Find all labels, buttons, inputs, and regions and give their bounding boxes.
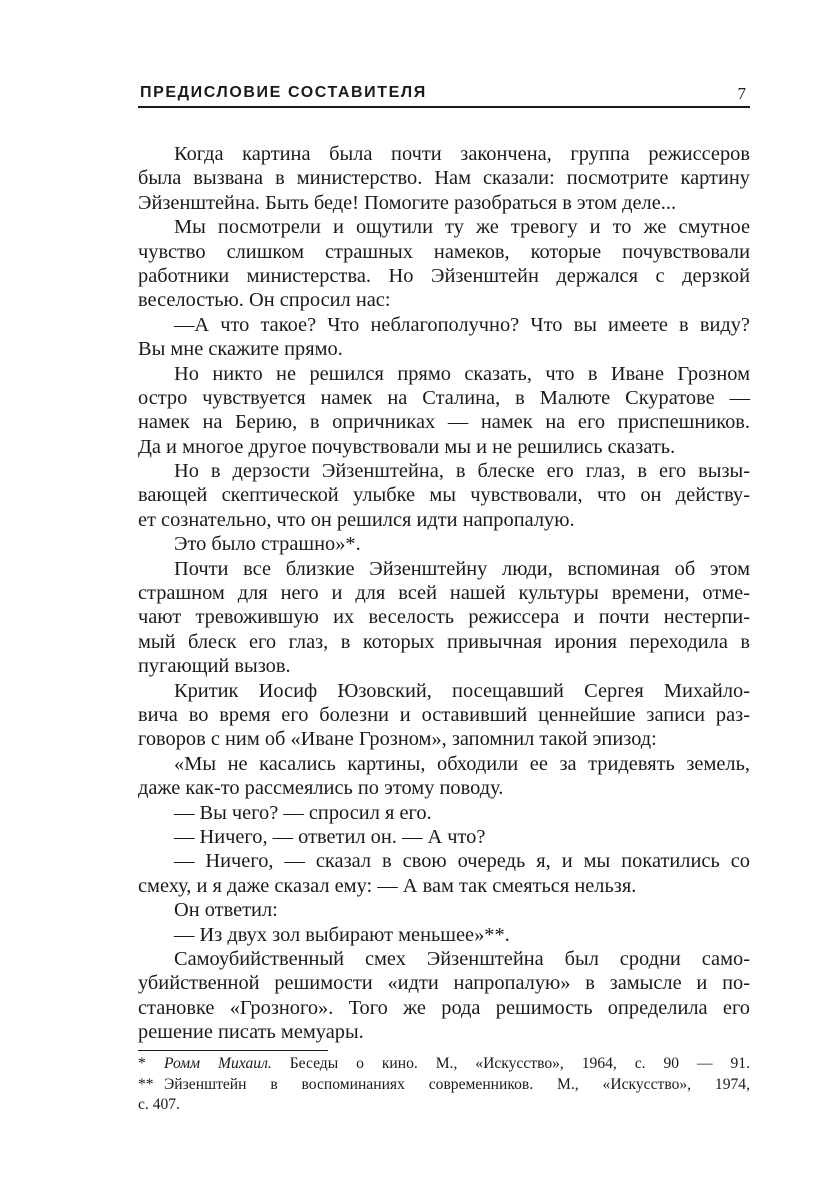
footnote-rule — [138, 1050, 328, 1051]
text-line: Но никто не решился прямо сказать, что в Иване Грозном — [174, 362, 750, 385]
text-line: работники министерства. Но Эйзенштейн держался с дерзкой — [138, 264, 750, 287]
footnote-2-text: Эйзенштейн в воспоминаниях современников. М., «Искусство», 1974, — [164, 1075, 750, 1093]
text-line: веселостью. Он спросил нас: — [138, 289, 391, 312]
page-number: 7 — [737, 84, 746, 103]
footnote-2-continuation: с. 407. — [138, 1096, 181, 1113]
text-line: говоров с ним об «Иване Грозном», запомнил такой эпизод: — [138, 728, 657, 751]
text-line: Когда картина была почти закончена, группа режиссеров — [174, 143, 750, 165]
text-line: Но в дерзости Эйзенштейна, в блеске его глаз, в его вызы- — [174, 460, 750, 483]
footnote-2 — [138, 1075, 750, 1096]
text-line: Эйзенштейна. Быть беде! Помогите разобраться в этом деле... — [138, 191, 677, 214]
text-line: — Ничего, — сказал в свою очередь я, и мы покатились со — [174, 850, 750, 873]
header-rule — [138, 106, 750, 108]
main-text — [138, 142, 750, 1044]
text-line: пугающий вызов. — [138, 655, 291, 678]
text-line: Мы посмотрели и ощутили ту же тревогу и то же смутное — [174, 216, 750, 239]
running-header — [138, 82, 750, 108]
text-line: Да и многое другое почувствовали мы и не решились сказать. — [138, 435, 676, 458]
text-line: чают тревожившую их веселость режиссера и почти нестерпи- — [138, 606, 750, 629]
text-line: убийственной решимости «идти напропалую» в замысле и по- — [138, 972, 750, 995]
text-line: — Вы чего? — спросил я его. — [174, 801, 432, 824]
footnote-1-text: Беседы о кино. М., «Искусство», 1964, с. 90 — 91. — [289, 1055, 750, 1072]
footnote-1-author: Ромм Михаил. — [164, 1055, 272, 1072]
text-line: Критик Иосиф Юзовский, посещавший Сергея Михайло- — [174, 679, 750, 702]
text-line: смеху, и я даже сказал ему: — А вам так смеяться нельзя. — [138, 874, 637, 897]
text-line: «Мы не касались картины, обходили ее за тридевять земель, — [174, 752, 750, 775]
text-line: — Из двух зол выбирают меньшее»**. — [174, 923, 510, 946]
text-line: ет сознательно, что он решился идти напропалую. — [138, 508, 575, 531]
text-line: Самоубийственный смех Эйзенштейна был сродни само- — [174, 947, 750, 970]
footnote-1-mark: * — [138, 1055, 146, 1072]
text-line: вающей скептической улыбке мы чувствовали, что он действу- — [138, 484, 750, 507]
text-line: чувство слишком страшных намеков, которые почувствовали — [138, 240, 750, 263]
text-line: —А что такое? Что неблагополучно? Что вы имеете в виду? — [174, 313, 750, 336]
text-line: Вы мне скажите прямо. — [138, 338, 343, 361]
text-line: мый блеск его глаз, в которых привычная ирония переходила в — [138, 630, 750, 653]
text-line: вича во время его болезни и оставивший ценнейшие записи раз- — [138, 703, 750, 726]
footnote-2-mark: ** — [138, 1075, 154, 1093]
text-line: становке «Грозного». Того же рода решимость определила его — [138, 996, 750, 1019]
text-line: Он ответил: — [174, 899, 278, 922]
text-line: Почти все близкие Эйзенштейну люди, вспоминая об этом — [174, 557, 750, 580]
text-line: Это было страшно»*. — [174, 533, 361, 556]
text-line: страшном для него и для всей нашей культуры времени, отме- — [138, 582, 750, 605]
running-header-title: ПРЕДИСЛОВИЕ СОСТАВИТЕЛЯ — [140, 84, 427, 101]
text-line: решение писать мемуары. — [138, 1021, 364, 1044]
text-line: — Ничего, — ответил он. — А что? — [174, 825, 486, 848]
text-line: даже как-то рассмеялись по этому поводу. — [138, 777, 504, 800]
text-line: была вызвана в министерство. Нам сказали: посмотрите картину — [138, 167, 750, 190]
text-line: намек на Берию, в опричниках — намек на его приспешников. — [138, 411, 750, 434]
footnote-1 — [138, 1054, 750, 1075]
text-line: остро чувствуется намек на Сталина, в Малюте Скуратове — — [138, 386, 750, 409]
